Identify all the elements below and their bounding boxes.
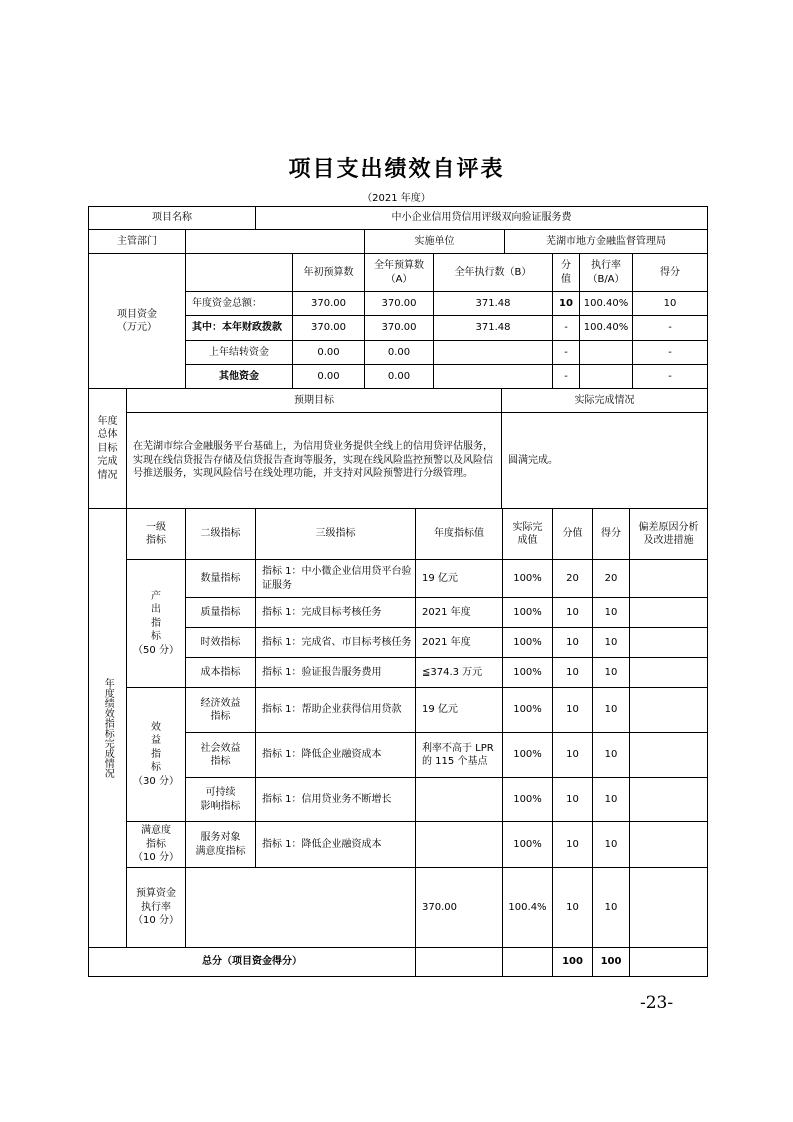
- indicators-header-4: 实际完 成值: [502, 508, 553, 560]
- total-value: 100: [552, 947, 593, 977]
- funds-cell-rate: 100.40%: [579, 291, 633, 316]
- funds-header-4: 执行率 （B/A）: [579, 253, 633, 292]
- budget-actual: 100.4%: [502, 867, 553, 948]
- goals-expected-text: 在芜湖市综合金融服务平台基础上，为信用贷业务提供全线上的信用贷评估服务，实现在线信贷报告存储及信贷报告查询等服务，实现在线风险监控预警以及风险信号推送服务，实现风险信号在线处理功能，并支持对风险预警进行分级管理。: [126, 412, 502, 509]
- funds-header-1: 全年预算数 （A）: [364, 253, 434, 292]
- funds-cell-annual: 0.00: [364, 364, 434, 389]
- indicator-target: [415, 777, 503, 822]
- indicator-value: 10: [552, 597, 593, 628]
- indicator-note: [629, 821, 708, 868]
- indicators-header-0: 一级 指标: [126, 508, 186, 560]
- indicator-score: 10: [592, 597, 630, 628]
- indicator-note: [629, 627, 708, 658]
- page-title: 项目支出绩效自评表: [288, 157, 505, 182]
- budget-value: 10: [552, 867, 593, 948]
- funds-header-5: 得分: [632, 253, 708, 292]
- level2-indicator: 服务对象 满意度指标: [185, 821, 256, 868]
- funds-header-2: 全年执行数（B）: [433, 253, 553, 292]
- indicator-score: 20: [592, 559, 630, 598]
- indicator-note: [629, 559, 708, 598]
- funds-header-0: 年初预算数: [292, 253, 365, 292]
- indicator-value: 10: [552, 821, 593, 868]
- indicator-note: [629, 657, 708, 688]
- project-name-value: 中小企业信用贷信用评级双向验证服务费: [255, 206, 708, 230]
- total-blank-2: [502, 947, 553, 977]
- funds-cell-score: -: [632, 340, 708, 365]
- indicator-target: [415, 821, 503, 868]
- impl-value: 芜湖市地方金融监督管理局: [504, 229, 708, 254]
- indicator-score: 10: [592, 657, 630, 688]
- funds-row-label: 年度资金总额：: [185, 291, 293, 316]
- budget-rate-label: 预算资金 执行率 （10 分）: [126, 867, 186, 948]
- funds-row-label: 其他资金: [185, 364, 293, 389]
- goals-expected-header: 预期目标: [126, 388, 502, 413]
- output-indicators-label: 产 出 指 标 （50 分）: [126, 559, 186, 688]
- level3-indicator: 指标 1：中小微企业信用贷平台验证服务: [255, 559, 416, 598]
- indicator-actual: 100%: [502, 657, 553, 688]
- page-number: -23-: [640, 993, 674, 1013]
- indicators-header-1: 二级指标: [185, 508, 256, 560]
- funds-header-blank: [185, 253, 293, 292]
- indicator-note: [629, 777, 708, 822]
- funds-cell-score_value: 10: [552, 291, 580, 316]
- indicator-target: ≦374.3 万元: [415, 657, 503, 688]
- level3-indicator: 指标 1：帮助企业获得信用贷款: [255, 687, 416, 733]
- level3-indicator: 指标 1：降低企业融资成本: [255, 821, 416, 868]
- indicator-score: 10: [592, 777, 630, 822]
- funds-cell-executed: 371.48: [433, 291, 553, 316]
- indicator-score: 10: [592, 821, 630, 868]
- indicator-value: 10: [552, 777, 593, 822]
- indicator-note: [629, 687, 708, 733]
- level3-indicator: 指标 1：完成目标考核任务: [255, 597, 416, 628]
- fiscal-year: （2021 年度）: [362, 193, 431, 204]
- budget-row-blank: [185, 867, 416, 948]
- budget-score: 10: [592, 867, 630, 948]
- indicator-actual: 100%: [502, 597, 553, 628]
- funds-cell-initial: 370.00: [292, 291, 365, 316]
- dept-value: [185, 229, 365, 254]
- indicator-actual: 100%: [502, 821, 553, 868]
- funds-cell-annual: 370.00: [364, 291, 434, 316]
- total-score: 100: [592, 947, 630, 977]
- funds-row-label: 上年结转资金: [185, 340, 293, 365]
- funds-cell-score: 10: [632, 291, 708, 316]
- total-label: 总分（项目资金得分）: [88, 947, 416, 977]
- indicator-score: 10: [592, 627, 630, 658]
- indicator-target: 19 亿元: [415, 687, 503, 733]
- level2-indicator: 时效指标: [185, 627, 256, 658]
- funds-cell-executed: [433, 364, 553, 389]
- indicators-header-7: 偏差原因分析 及改进措施: [629, 508, 708, 560]
- indicator-note: [629, 732, 708, 778]
- funds-cell-score: -: [632, 364, 708, 389]
- indicator-target: 2021 年度: [415, 627, 503, 658]
- indicator-target: 利率不高于 LPR 的 115 个基点: [415, 732, 503, 778]
- indicators-header-5: 分值: [552, 508, 593, 560]
- budget-target: 370.00: [415, 867, 503, 948]
- budget-note: [629, 867, 708, 948]
- goals-label: 年度 总体 目标 完成 情况: [88, 388, 127, 509]
- total-blank-1: [415, 947, 503, 977]
- funds-header-3: 分 值: [552, 253, 580, 292]
- level2-indicator: 数量指标: [185, 559, 256, 598]
- funds-cell-score_value: -: [552, 315, 580, 341]
- indicator-actual: 100%: [502, 732, 553, 778]
- level3-indicator: 指标 1：降低企业融资成本: [255, 732, 416, 778]
- indicator-actual: 100%: [502, 777, 553, 822]
- level2-indicator: 可持续 影响指标: [185, 777, 256, 822]
- funds-cell-score: -: [632, 315, 708, 341]
- indicators-header-6: 得分: [592, 508, 630, 560]
- indicators-section-label: 年度绩效指标完成情况: [88, 508, 127, 948]
- level3-indicator: 指标 1：验证报告服务费用: [255, 657, 416, 688]
- funds-cell-rate: [579, 364, 633, 389]
- funds-cell-annual: 0.00: [364, 340, 434, 365]
- goals-actual-text: 圆满完成。: [501, 412, 708, 509]
- indicator-actual: 100%: [502, 559, 553, 598]
- indicators-header-3: 年度指标值: [415, 508, 503, 560]
- indicator-value: 10: [552, 732, 593, 778]
- indicator-value: 10: [552, 687, 593, 733]
- indicator-score: 10: [592, 732, 630, 778]
- goals-actual-header: 实际完成情况: [501, 388, 708, 413]
- benefit-indicators-label: 效 益 指 标 （30 分）: [126, 687, 186, 822]
- indicator-value: 10: [552, 627, 593, 658]
- indicator-actual: 100%: [502, 627, 553, 658]
- indicator-actual: 100%: [502, 687, 553, 733]
- impl-label: 实施单位: [364, 229, 505, 254]
- funds-cell-annual: 370.00: [364, 315, 434, 341]
- funds-cell-executed: [433, 340, 553, 365]
- funds-cell-executed: 371.48: [433, 315, 553, 341]
- level2-indicator: 成本指标: [185, 657, 256, 688]
- funds-cell-rate: [579, 340, 633, 365]
- level2-indicator: 质量指标: [185, 597, 256, 628]
- funds-cell-rate: 100.40%: [579, 315, 633, 341]
- funds-label: 项目资金 （万元）: [88, 253, 186, 389]
- level3-indicator: 指标 1：完成省、市目标考核任务: [255, 627, 416, 658]
- indicator-target: 19 亿元: [415, 559, 503, 598]
- indicator-value: 10: [552, 657, 593, 688]
- funds-cell-score_value: -: [552, 364, 580, 389]
- indicator-value: 20: [552, 559, 593, 598]
- level2-indicator: 经济效益 指标: [185, 687, 256, 733]
- funds-cell-score_value: -: [552, 340, 580, 365]
- total-blank-3: [629, 947, 708, 977]
- project-name-label: 项目名称: [88, 206, 256, 230]
- dept-label: 主管部门: [88, 229, 186, 254]
- level2-indicator: 社会效益 指标: [185, 732, 256, 778]
- funds-cell-initial: 0.00: [292, 340, 365, 365]
- indicator-score: 10: [592, 687, 630, 733]
- satisfaction-indicators-label: 满意度 指标 （10 分）: [126, 821, 186, 868]
- level3-indicator: 指标 1：信用贷业务不断增长: [255, 777, 416, 822]
- indicator-note: [629, 597, 708, 628]
- indicators-header-2: 三级指标: [255, 508, 416, 560]
- funds-cell-initial: 0.00: [292, 364, 365, 389]
- funds-row-label: 其中：本年财政拨款: [185, 315, 293, 341]
- funds-cell-initial: 370.00: [292, 315, 365, 341]
- indicator-target: 2021 年度: [415, 597, 503, 628]
